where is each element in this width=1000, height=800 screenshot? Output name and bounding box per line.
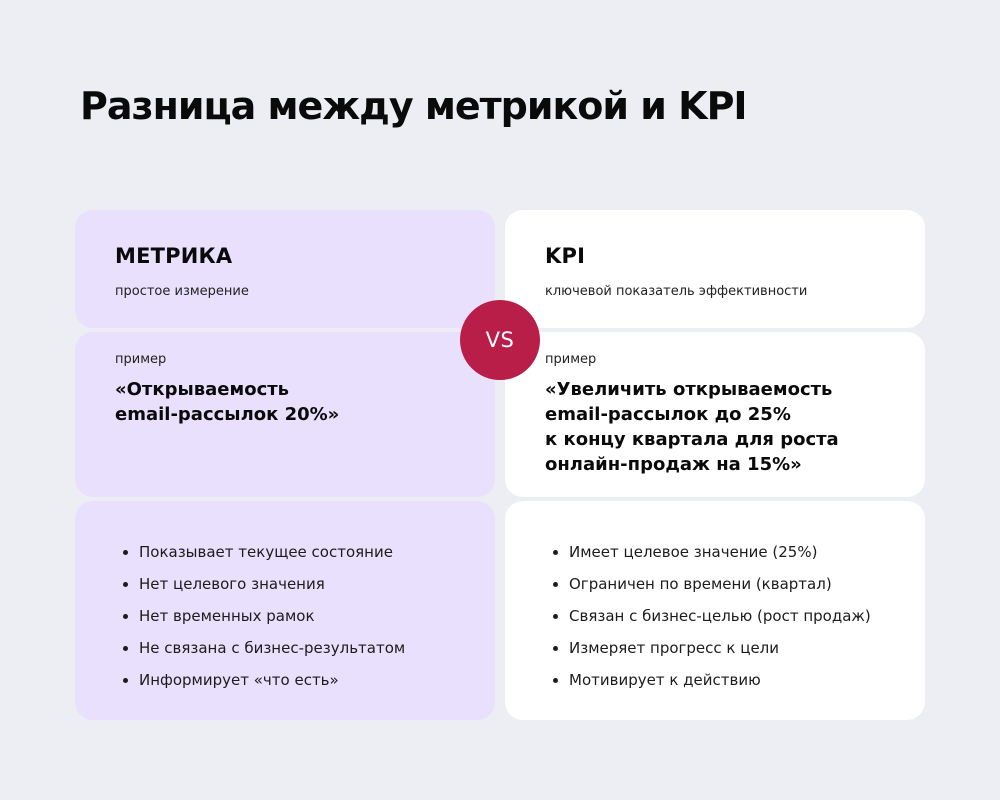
- kpi-traits-list: [551, 536, 871, 696]
- kpi-traits-card: [505, 501, 925, 720]
- metric-example-card: [75, 332, 495, 497]
- kpi-trait-item: Ограничен по времени (квартал): [551, 568, 871, 600]
- page-title: Разница между метрикой и KPI: [80, 84, 747, 128]
- metric-example-text: «Открываемость email-рассылок 20%»: [115, 379, 340, 425]
- kpi-heading: KPI: [545, 244, 586, 268]
- metric-trait-item: Нет временных рамок: [121, 600, 405, 632]
- kpi-example-label: пример: [545, 352, 597, 367]
- kpi-subtitle: ключевой показатель эффективности: [545, 284, 808, 299]
- kpi-trait-item: Имеет целевое значение (25%): [551, 536, 871, 568]
- metric-subtitle: простое измерение: [115, 284, 249, 299]
- metric-header-card: [75, 210, 495, 328]
- metric-trait-item: Информирует «что есть»: [121, 664, 405, 696]
- kpi-example-text: «Увеличить открываемость email-рассылок до 25% к концу квартала для роста онлайн-продаж на 15%»: [545, 379, 839, 475]
- metric-traits-list: [121, 536, 405, 696]
- kpi-trait-item: Измеряет прогресс к цели: [551, 632, 871, 664]
- metric-trait-item: Нет целевого значения: [121, 568, 405, 600]
- metric-traits-card: [75, 501, 495, 720]
- kpi-header-card: [505, 210, 925, 328]
- metric-heading: МЕТРИКА: [115, 244, 233, 268]
- vs-badge: VS: [460, 300, 540, 380]
- metric-trait-item: Не связана с бизнес-результатом: [121, 632, 405, 664]
- kpi-trait-item: Связан с бизнес-целью (рост продаж): [551, 600, 871, 632]
- kpi-example-card: [505, 332, 925, 497]
- metric-trait-item: Показывает текущее состояние: [121, 536, 405, 568]
- metric-example-label: пример: [115, 352, 167, 367]
- kpi-trait-item: Мотивирует к действию: [551, 664, 871, 696]
